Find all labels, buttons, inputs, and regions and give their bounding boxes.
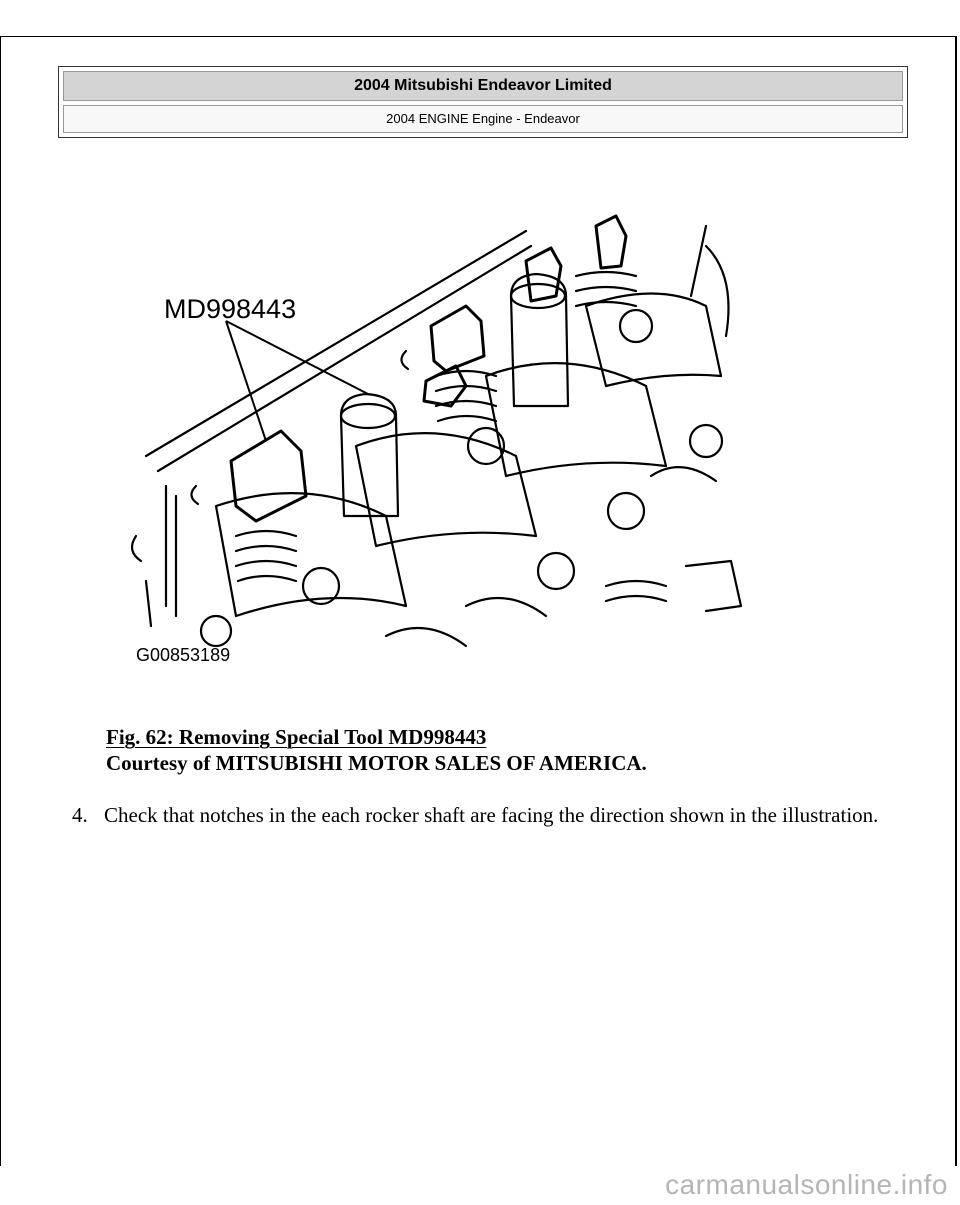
section-subtitle: 2004 ENGINE Engine - Endeavor — [63, 105, 903, 133]
rocker-arm-drawing — [106, 186, 766, 691]
document-header — [58, 66, 908, 138]
figure-caption — [106, 724, 647, 776]
figure-courtesy: Courtesy of MITSUBISHI MOTOR SALES OF AMERICA. — [106, 751, 647, 775]
watermark: carmanualsonline.info — [665, 1169, 948, 1200]
step-text: Check that notches in the each rocker shaft are facing the direction shown in the illustration. — [104, 803, 879, 827]
figure-code: G00853189 — [136, 645, 231, 665]
engine-illustration — [106, 186, 766, 691]
figure-title: Fig. 62: Removing Special Tool MD998443 — [106, 725, 487, 749]
step-number: 4. — [72, 803, 88, 827]
tool-callout-label: MD998443 — [164, 294, 297, 324]
vehicle-title: 2004 Mitsubishi Endeavor Limited — [63, 71, 903, 101]
